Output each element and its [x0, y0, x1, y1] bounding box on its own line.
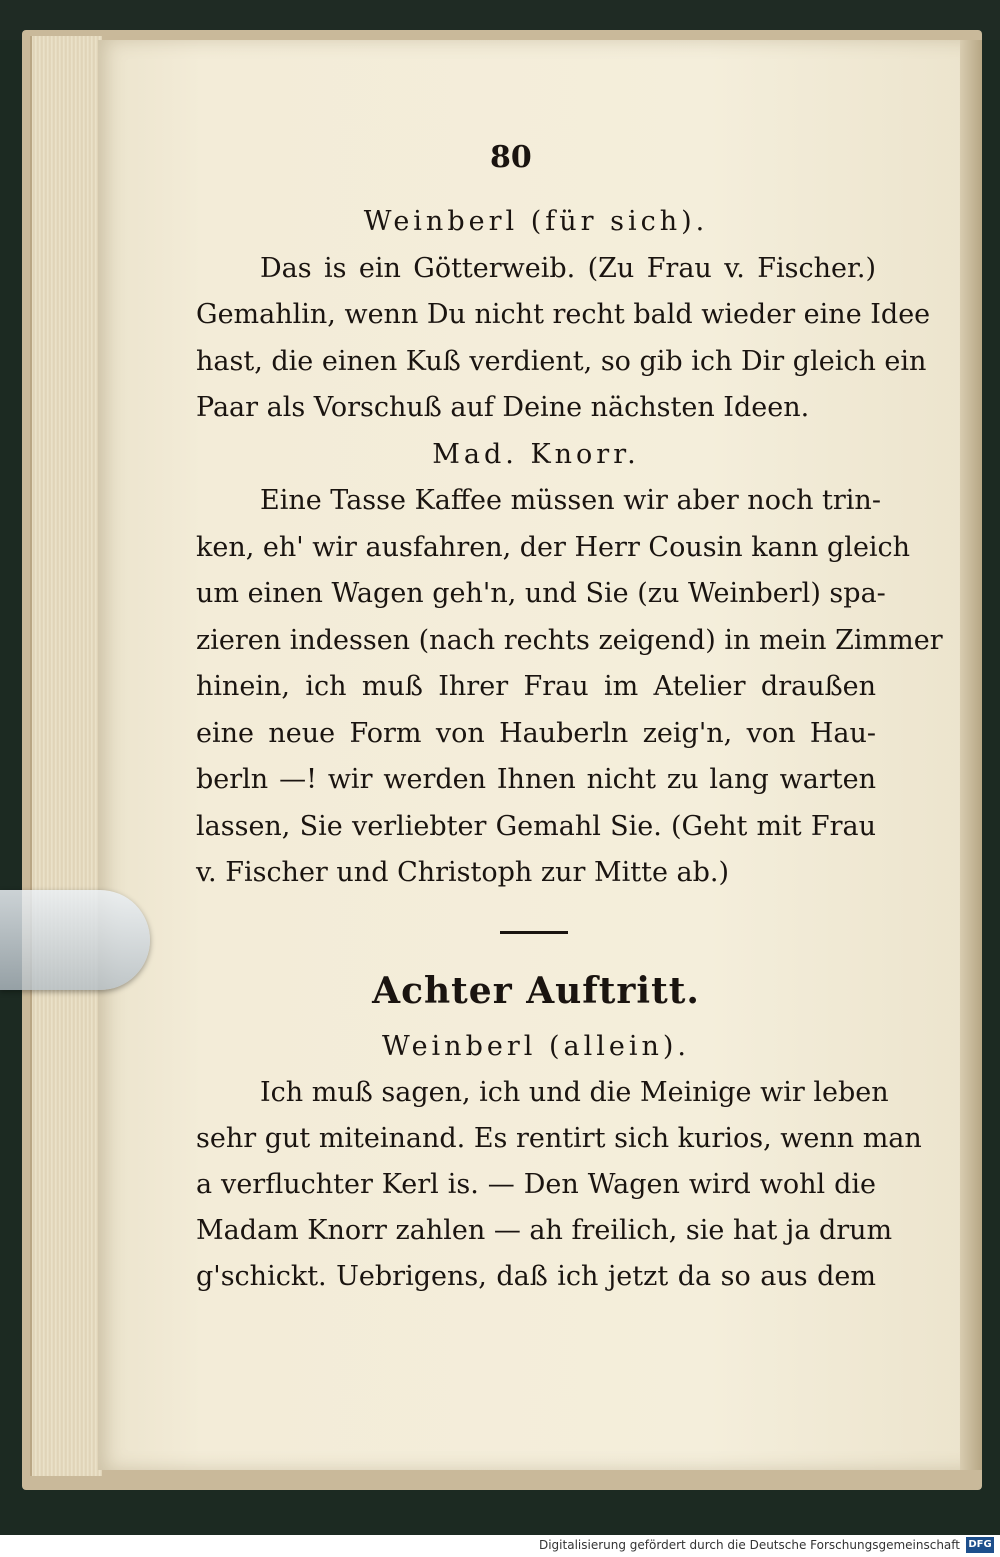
dfg-logo: DFG	[966, 1537, 994, 1553]
text-line: sehr gut miteinand. Es rentirt sich kurios, wenn man	[196, 1123, 922, 1154]
text-line: Ich muß sagen, ich und die Meinige wir leben	[260, 1077, 889, 1108]
speaker-name: Weinberl (allein).	[382, 1031, 690, 1062]
speaker-name: Mad. Knorr.	[432, 438, 640, 470]
scene-heading: Achter Auftritt.	[372, 970, 700, 1012]
text-line: berln —! wir werden Ihnen nicht zu lang warten	[196, 764, 876, 795]
footer-bar	[0, 1535, 1000, 1557]
speaker-name: Weinberl (für sich).	[363, 206, 709, 237]
page-clip	[0, 890, 150, 990]
page-stack-edge	[30, 36, 102, 1476]
text-line: Madam Knorr zahlen — ah freilich, sie hat ja drum	[196, 1215, 893, 1246]
text-line: Paar als Vorschuß auf Deine nächsten Ideen.	[196, 392, 810, 423]
page-number: 80	[490, 140, 532, 175]
text-line: lassen, Sie verliebter Gemahl Sie. (Geht mit Frau	[196, 810, 876, 842]
text-line: hinein, ich muß Ihrer Frau im Atelier draußen	[196, 671, 876, 702]
text-line: v. Fischer und Christoph zur Mitte ab.)	[196, 857, 730, 888]
text-line: hast, die einen Kuß verdient, so gib ich Dir gleich ein	[196, 345, 927, 377]
text-line: Das is ein Götterweib. (Zu Frau v. Fischer.)	[260, 252, 876, 284]
page-gutter	[960, 40, 982, 1470]
text-line: zieren indessen (nach rechts zeigend) in mein Zimmer	[196, 624, 943, 656]
text-line: eine neue Form von Hauberln zeig'n, von Hau-	[196, 717, 876, 749]
text-line: um einen Wagen geh'n, und Sie (zu Weinberl) spa-	[196, 578, 886, 609]
text-line: ken, eh' wir ausfahren, der Herr Cousin kann gleich	[196, 531, 911, 563]
text-line: Gemahlin, wenn Du nicht recht bald wieder eine Idee	[196, 299, 931, 330]
footer-credit: Digitalisierung gefördert durch die Deutsche Forschungsgemeinschaft	[538, 1538, 960, 1552]
text-line: g'schickt. Uebrigens, daß ich jetzt da so aus dem	[196, 1261, 876, 1292]
text-line: Eine Tasse Kaffee müssen wir aber noch trin-	[260, 485, 881, 516]
text-line: a verfluchter Kerl is. — Den Wagen wird wohl die	[196, 1169, 876, 1200]
section-rule	[500, 931, 568, 934]
